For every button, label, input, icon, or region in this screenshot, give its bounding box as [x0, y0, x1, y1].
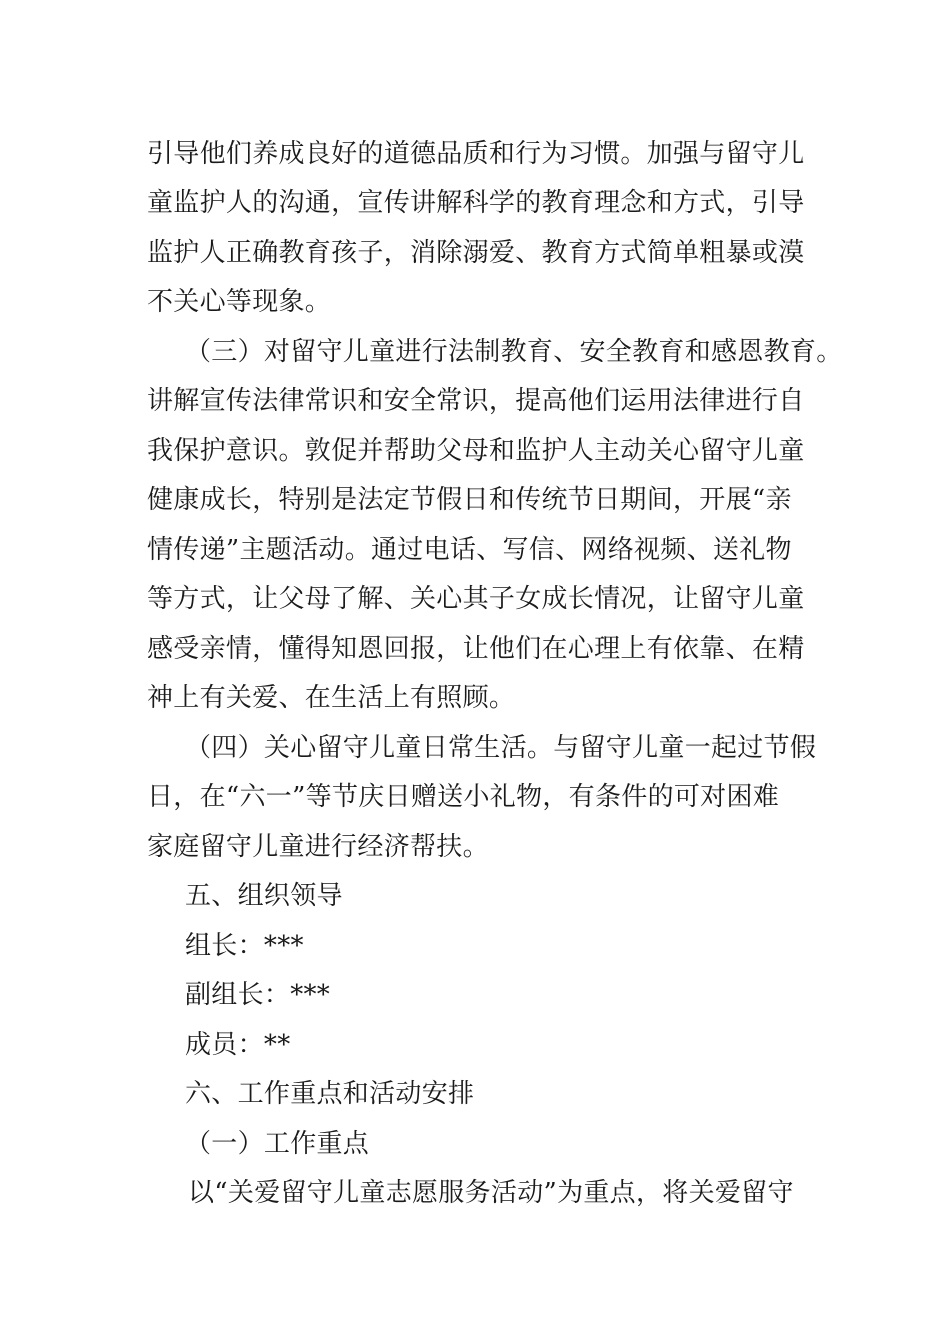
paragraph-line: 讲解宣传法律常识和安全常识，提高他们运用法律进行自 [147, 386, 805, 416]
paragraph-line: 监护人正确教育孩子，消除溺爱、教育方式简单粗暴或漠 [147, 238, 805, 268]
paragraph-line: 等方式，让父母了解、关心其子女成长情况，让留守儿童 [147, 584, 805, 614]
subsection-heading-1: （一）工作重点 [185, 1129, 370, 1159]
section-heading-3: （三）对留守儿童进行法制教育、安全教育和感恩教育。 [185, 337, 843, 367]
leader-line: 组长：*** [185, 931, 304, 961]
section-heading-4: （四）关心留守儿童日常生活。与留守儿童一起过节假 [185, 733, 817, 763]
paragraph-line: 感受亲情，懂得知恩回报，让他们在心理上有依靠、在精 [147, 634, 805, 664]
paragraph-line: 健康成长，特别是法定节假日和传统节日期间，开展“亲 [147, 485, 792, 515]
section-heading-5: 五、组织领导 [185, 881, 343, 911]
paragraph-line: 家庭留守儿童进行经济帮扶。 [147, 832, 489, 862]
paragraph-line: 引导他们养成良好的道德品质和行为习惯。加强与留守儿 [147, 139, 805, 169]
paragraph-line: 童监护人的沟通，宣传讲解科学的教育理念和方式，引导 [147, 188, 805, 218]
section-heading-6: 六、工作重点和活动安排 [185, 1079, 475, 1109]
paragraph-line: 日，在“六一”等节庆日赠送小礼物，有条件的可对困难 [147, 782, 780, 812]
paragraph-line: 情传递”主题活动。通过电话、写信、网络视频、送礼物 [147, 535, 792, 565]
paragraph-line: 神上有关爱、在生活上有照顾。 [147, 683, 516, 713]
members-line: 成员：** [185, 1030, 291, 1060]
paragraph-line: 不关心等现象。 [147, 287, 332, 317]
deputy-leader-line: 副组长：*** [185, 980, 331, 1010]
paragraph-line: 以“关爱留守儿童志愿服务活动”为重点，将关爱留守 [188, 1178, 794, 1208]
paragraph-line: 我保护意识。敦促并帮助父母和监护人主动关心留守儿童 [147, 436, 805, 466]
